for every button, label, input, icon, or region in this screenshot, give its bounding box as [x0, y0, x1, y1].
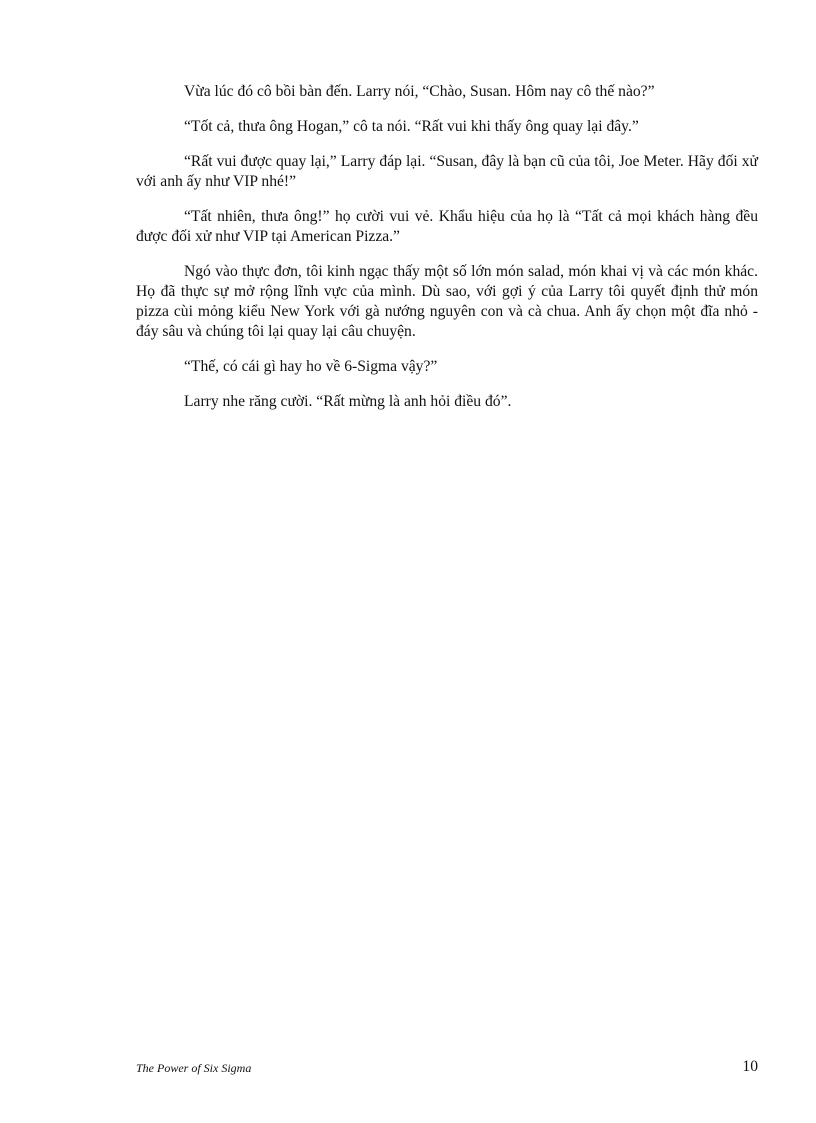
paragraph-5: Ngó vào thực đơn, tôi kinh ngạc thấy một số lớn món salad, món khai vị và các món khác. Họ đã thực sự mở rộng lĩnh vực của mình. Dù sao, với gợi ý của Larry tôi quyết định thử món pizza cùi mỏng kiểu New York với gà nướng nguyên con và cà chua. Anh ấy chọn một đĩa nhỏ - đáy sâu và chúng tôi lại quay lại câu chuyện. [136, 263, 758, 340]
paragraph-3: “Rất vui được quay lại,” Larry đáp lại. “Susan, đây là bạn cũ của tôi, Joe Meter. Hãy đối xử với anh ấy như VIP nhé!” [136, 153, 758, 190]
footer-book-title: The Power of Six Sigma [136, 1061, 252, 1075]
paragraph-7: Larry nhe răng cười. “Rất mừng là anh hỏi điều đó”. [184, 393, 512, 410]
paragraph-2: “Tốt cả, thưa ông Hogan,” cô ta nói. “Rất vui khi thấy ông quay lại đây.” [184, 118, 639, 135]
paragraph-1: Vừa lúc đó cô bồi bàn đến. Larry nói, “Chào, Susan. Hôm nay cô thế nào?” [184, 83, 655, 100]
paragraph-4: “Tất nhiên, thưa ông!” họ cười vui vẻ. Khẩu hiệu của họ là “Tất cả mọi khách hàng đều được đối xử như VIP tại American Pizza.” [136, 208, 758, 245]
footer-page-number: 10 [742, 1058, 758, 1075]
paragraph-6: “Thế, có cái gì hay ho về 6-Sigma vậy?” [184, 358, 438, 375]
page-body [136, 82, 758, 427]
